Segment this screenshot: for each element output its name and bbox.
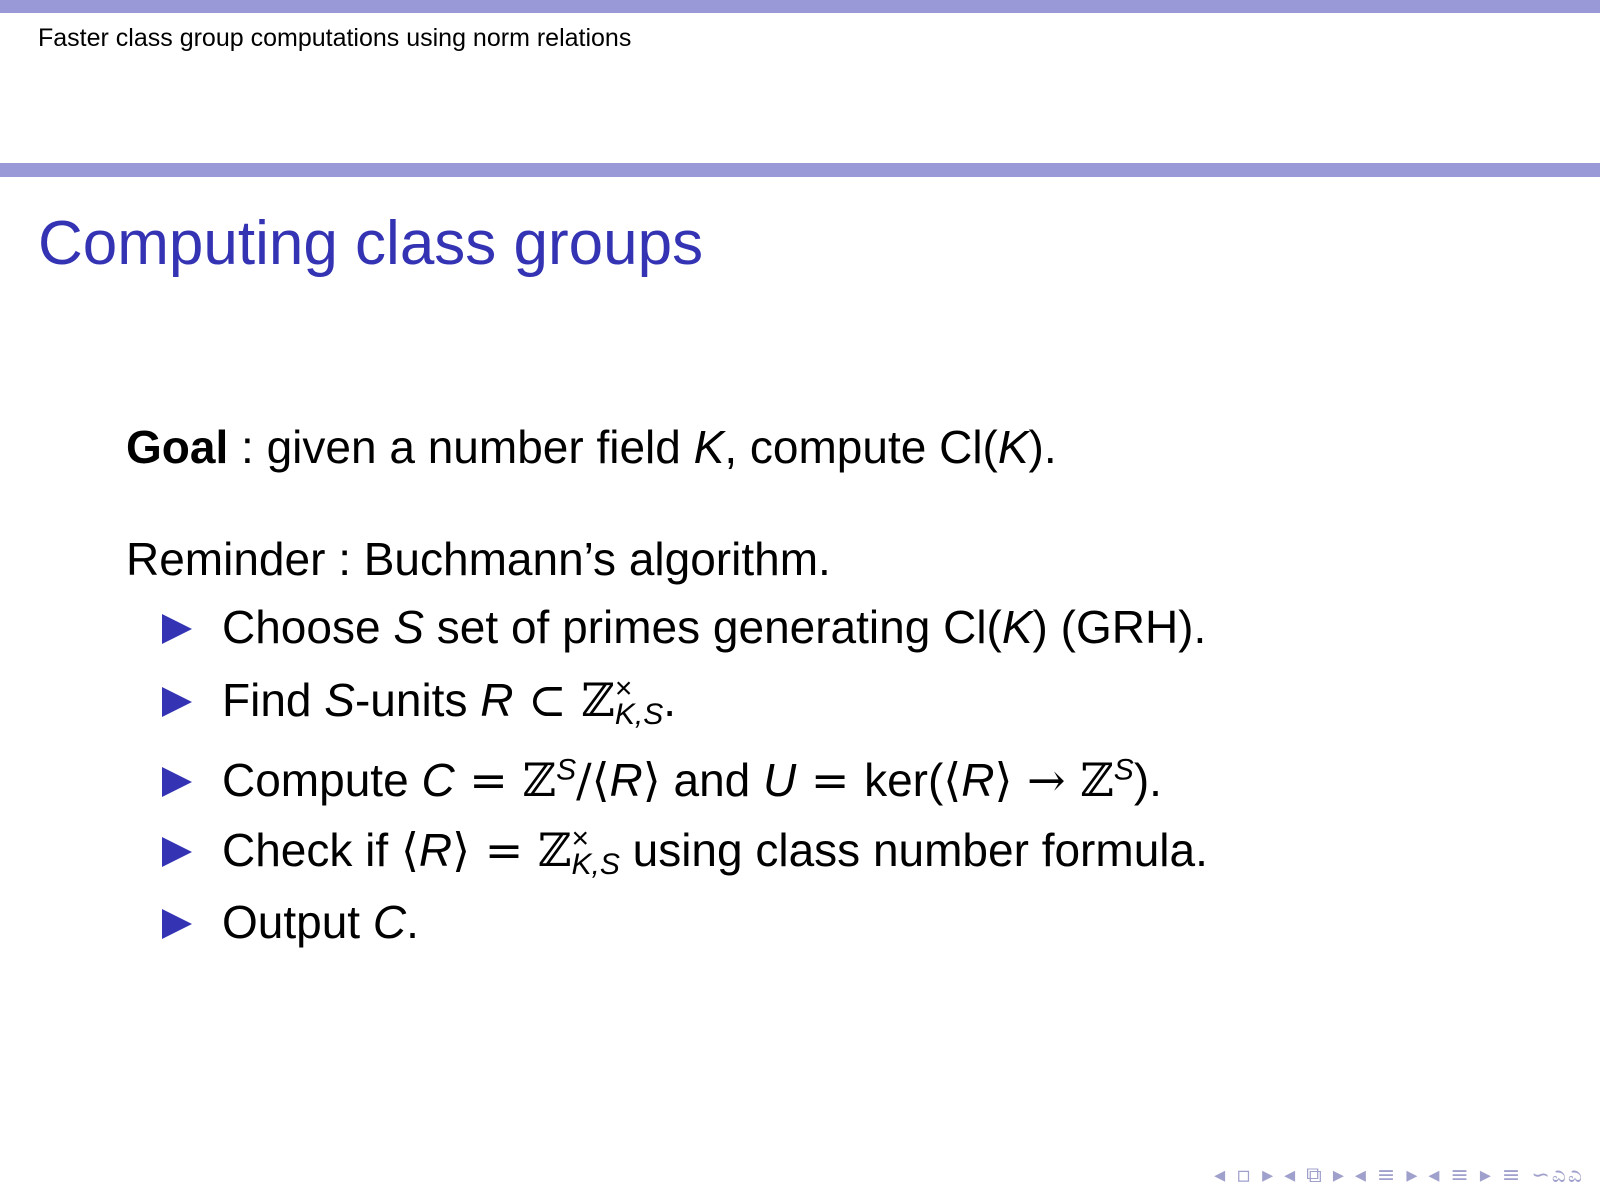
var-r: R [418, 824, 453, 876]
beamer-navigation-bar[interactable]: ◂ ▫ ▸ ◂ ⧉ ▸ ◂ ≡ ▸ ◂ ≡ ▸ ≡ ∽ಎಎ [1214, 1163, 1584, 1188]
var-u: U [763, 754, 797, 806]
frame-title: Computing class groups [38, 209, 704, 278]
text: ). [1133, 754, 1162, 806]
var-c: C [421, 754, 455, 806]
step-text [222, 895, 419, 949]
var-r: R [609, 754, 643, 806]
step-text [222, 673, 676, 730]
var-c: C [372, 896, 407, 948]
integers-symbol: ℤ [537, 823, 572, 877]
var-r: R [480, 674, 514, 726]
goal-var-k2: K [997, 421, 1029, 473]
text: set of primes generating [424, 601, 944, 653]
var-s: S [324, 674, 355, 726]
bullet-triangle-icon [162, 909, 192, 939]
bullet-triangle-icon [162, 687, 192, 717]
integers-symbol: ℤ [522, 753, 557, 807]
superscript: × [614, 671, 633, 705]
text: ⟩ = [452, 823, 538, 877]
step-text [222, 823, 1208, 880]
text: ⟩ and [642, 754, 764, 806]
text: Output [222, 896, 373, 948]
goal-var-k: K [693, 421, 725, 473]
subscript: K,S [614, 697, 664, 731]
superscript: S [556, 753, 577, 787]
presentation-title: Faster class group computations using norm relations [38, 24, 632, 52]
text: ker(⟨ [864, 754, 962, 806]
superscript: × [571, 821, 589, 855]
text: Compute [222, 754, 422, 806]
goal-text-2: , compute [724, 421, 940, 473]
integers-symbol: ℤ [581, 673, 615, 727]
text: Cl( [943, 601, 1002, 653]
var-r: R [961, 754, 995, 806]
integers-symbol: ℤ [1080, 753, 1114, 807]
var-k: K [1001, 601, 1033, 653]
sup-sub [571, 821, 620, 881]
goal-close: ). [1028, 421, 1057, 473]
goal-line [126, 420, 1057, 474]
var-s: S [393, 601, 425, 653]
superscript: S [1113, 753, 1134, 787]
step-text [222, 600, 1206, 654]
text: Find [222, 674, 325, 726]
arrow-symbol: ⟩ → [994, 753, 1081, 807]
goal-cl: Cl( [939, 421, 998, 473]
step-text [222, 753, 1162, 807]
text: -units [354, 674, 481, 726]
header-bar-top [0, 0, 1600, 13]
sup-sub [614, 671, 664, 731]
text: Choose [222, 601, 394, 653]
goal-text-1: : given a number field [228, 421, 694, 473]
subset-symbol: ⊂ [513, 673, 582, 727]
equals-symbol: = [454, 753, 523, 807]
text: /⟨ [576, 753, 610, 807]
text: Check if ⟨ [222, 824, 419, 876]
equals-symbol: = [796, 753, 865, 807]
reminder-line: Reminder : Buchmann’s algorithm. [126, 533, 831, 585]
text: using class number formula. [619, 824, 1208, 876]
header-bar-bottom [0, 163, 1600, 177]
text: ) (GRH). [1032, 601, 1207, 653]
bullet-triangle-icon [162, 767, 192, 797]
goal-label: Goal [126, 421, 229, 473]
text: . [663, 674, 676, 726]
text: . [406, 896, 419, 948]
bullet-triangle-icon [162, 614, 192, 644]
subscript: K,S [571, 847, 620, 881]
bullet-triangle-icon [162, 837, 192, 867]
